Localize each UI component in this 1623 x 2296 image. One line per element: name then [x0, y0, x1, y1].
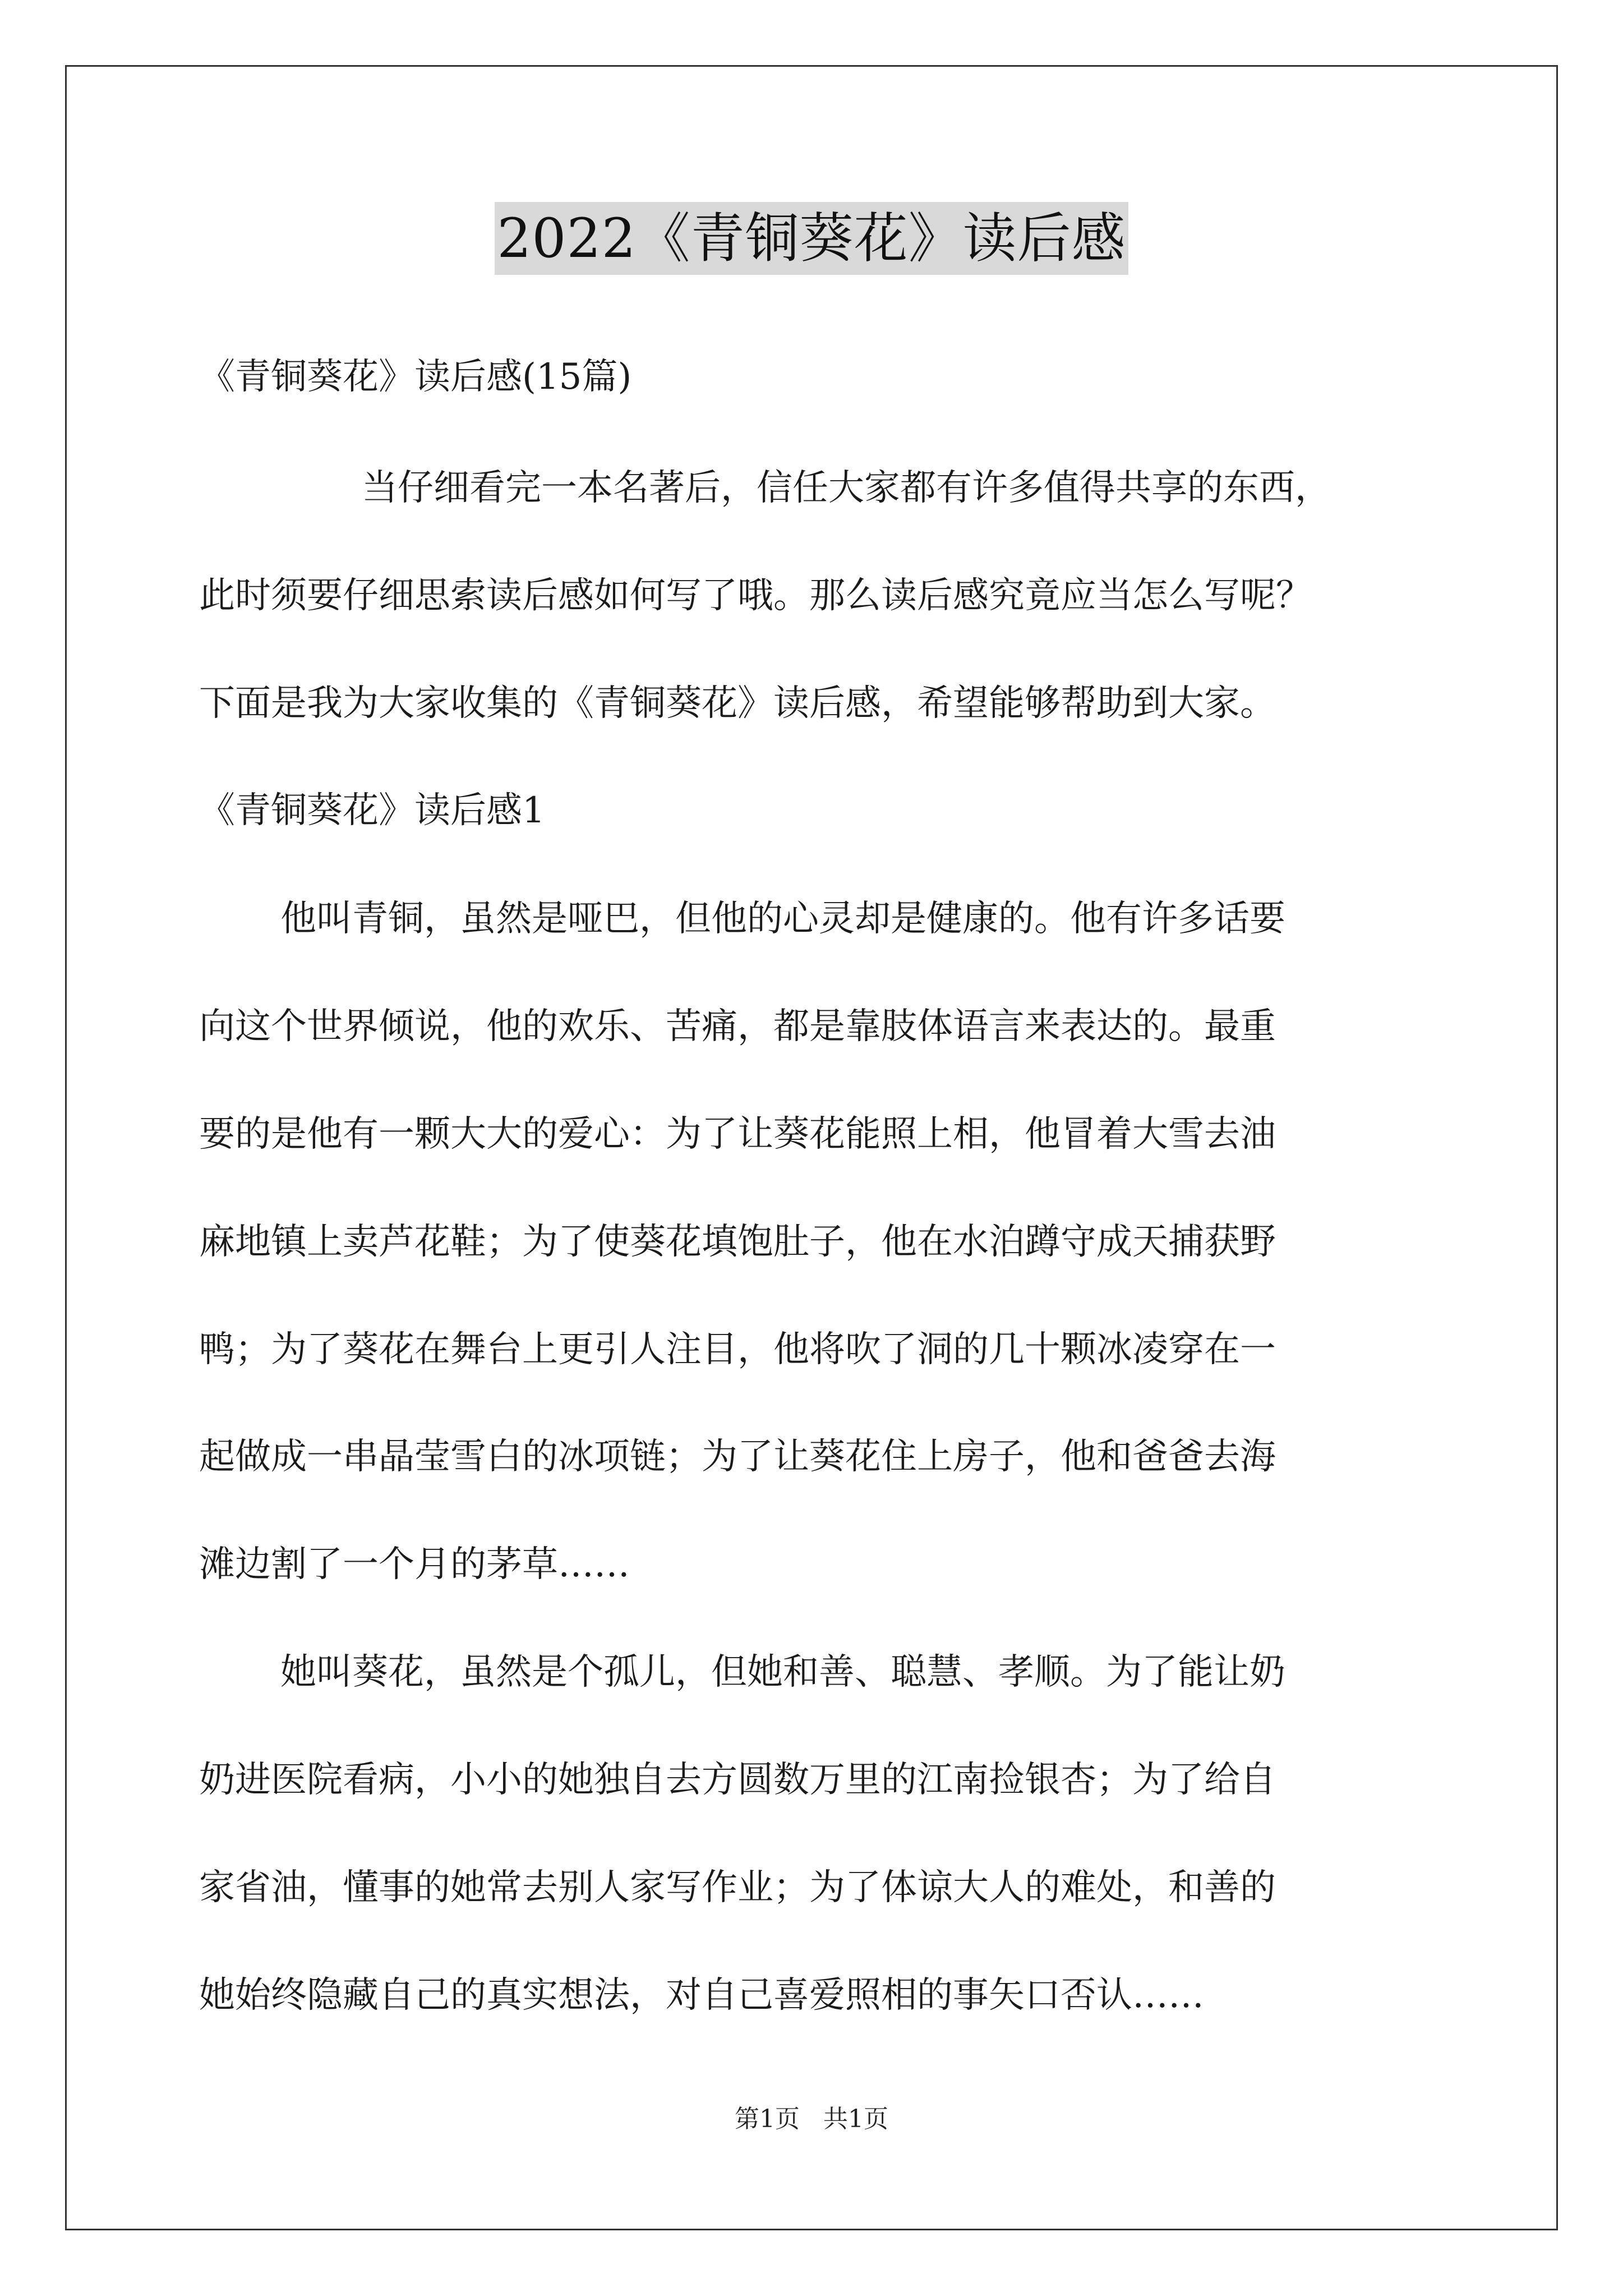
page-footer — [0, 2102, 1623, 2136]
title-area — [0, 202, 1623, 275]
subtitle: 《青铜葵花》读后感(15篇) — [199, 356, 632, 398]
page-number: 第1页 — [735, 2105, 800, 2133]
paragraph-line: 起做成一串晶莹雪白的冰项链；为了让葵花住上房子，他和爸爸去海 — [199, 1436, 1276, 1478]
document-title: 2022《青铜葵花》读后感 — [495, 202, 1128, 275]
paragraph-line: 奶进医院看病，小小的她独自去方圆数万里的江南捡银杏；为了给自 — [199, 1759, 1276, 1801]
paragraph-line: 麻地镇上卖芦花鞋；为了使葵花填饱肚子，他在水泊蹲守成天捕获野 — [199, 1221, 1276, 1263]
intro-line: 此时须要仔细思索读后感如何写了哦。那么读后感究竟应当怎么写呢？ — [199, 575, 1312, 616]
paragraph-line: 要的是他有一颗大大的爱心：为了让葵花能照上相，他冒着大雪去油 — [199, 1114, 1276, 1155]
paragraph-line: 她叫葵花，虽然是个孤儿，但她和善、聪慧、孝顺。为了能让奶 — [280, 1651, 1285, 1693]
paragraph-line: 她始终隐藏自己的真实想法，对自己喜爱照相的事矢口否认…… — [199, 1975, 1204, 2016]
paragraph-line: 家省油，懂事的她常去别人家写作业；为了体谅大人的难处，和善的 — [199, 1867, 1276, 1908]
section-heading: 《青铜葵花》读后感1 — [199, 790, 545, 831]
intro-line: 当仔细看完一本名著后，信任大家都有许多值得共享的东西， — [362, 467, 1331, 509]
paragraph-line: 向这个世界倾说，他的欢乐、苦痛，都是靠肢体语言来表达的。最重 — [199, 1006, 1276, 1047]
paragraph-line: 滩边割了一个月的茅草…… — [199, 1544, 630, 1585]
intro-line: 下面是我为大家收集的《青铜葵花》读后感，希望能够帮助到大家。 — [199, 683, 1276, 724]
paragraph-line: 鸭；为了葵花在舞台上更引人注目，他将吹了洞的几十颗冰凌穿在一 — [199, 1329, 1276, 1370]
page-total: 共1页 — [823, 2105, 888, 2133]
paragraph-line: 他叫青铜，虽然是哑巴，但他的心灵却是健康的。他有许多话要 — [280, 898, 1285, 940]
